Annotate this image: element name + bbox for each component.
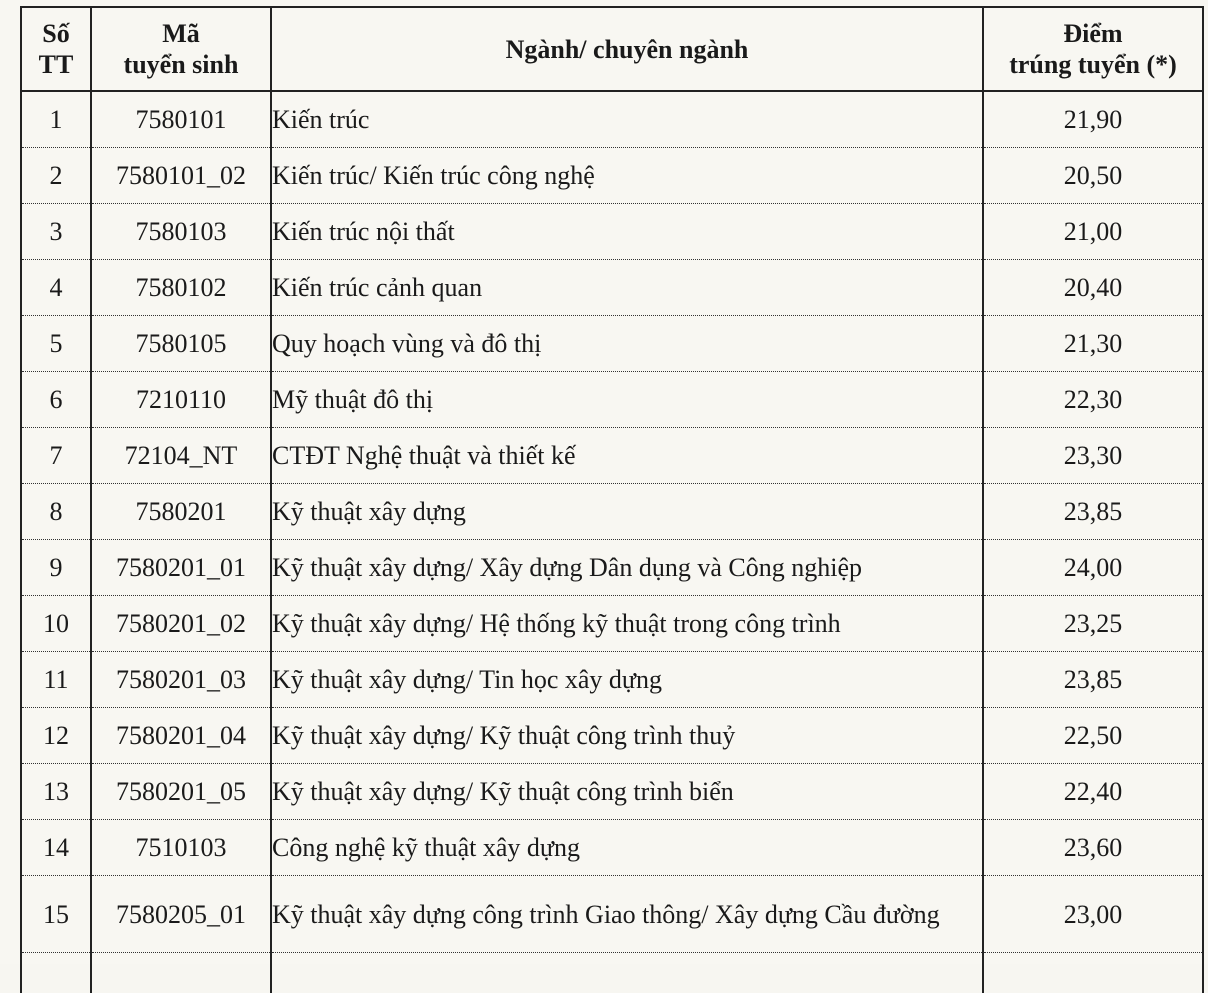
cell-name: Kỹ thuật xây dựng/ Tin học xây dựng <box>271 652 983 708</box>
table-body <box>21 91 1203 993</box>
cell-stt: 5 <box>21 316 91 372</box>
cell-score: 23,30 <box>983 428 1203 484</box>
cell-stt: 15 <box>21 876 91 953</box>
table-row <box>21 876 1203 953</box>
cell-stt: 1 <box>21 91 91 148</box>
header-score <box>983 7 1203 91</box>
cell-score: 20,50 <box>983 148 1203 204</box>
cell-code: 7580201_02 <box>91 596 271 652</box>
header-code <box>91 7 271 91</box>
cell-code: 72104_NT <box>91 428 271 484</box>
cell-name: Mỹ thuật đô thị <box>271 372 983 428</box>
cell-stt: 7 <box>21 428 91 484</box>
cell-name: Quy hoạch vùng và đô thị <box>271 316 983 372</box>
cell-empty <box>21 953 91 993</box>
cell-name: Kỹ thuật xây dựng <box>271 484 983 540</box>
cell-name: Kỹ thuật xây dựng/ Kỹ thuật công trình thuỷ <box>271 708 983 764</box>
cell-name: Kỹ thuật xây dựng/ Kỹ thuật công trình biển <box>271 764 983 820</box>
header-stt <box>21 7 91 91</box>
cell-score: 23,25 <box>983 596 1203 652</box>
header-stt-line1: Số <box>42 19 69 48</box>
cell-code: 7580201_05 <box>91 764 271 820</box>
table-row <box>21 652 1203 708</box>
cell-code: 7580205_01 <box>91 876 271 953</box>
admission-scores-table <box>20 6 1204 993</box>
cell-score: 22,30 <box>983 372 1203 428</box>
cell-stt: 13 <box>21 764 91 820</box>
cell-name: Kỹ thuật xây dựng công trình Giao thông/ Xây dựng Cầu đường <box>271 876 983 953</box>
table-row <box>21 596 1203 652</box>
cell-code: 7210110 <box>91 372 271 428</box>
cell-code: 7580201 <box>91 484 271 540</box>
cell-name: Kỹ thuật xây dựng/ Hệ thống kỹ thuật trong công trình <box>271 596 983 652</box>
cell-score: 23,85 <box>983 652 1203 708</box>
cell-code: 7580201_04 <box>91 708 271 764</box>
cell-score: 21,00 <box>983 204 1203 260</box>
header-row <box>21 7 1203 91</box>
cell-score: 22,50 <box>983 708 1203 764</box>
cell-empty <box>983 953 1203 993</box>
header-score-line2: trúng tuyển (*) <box>1009 50 1177 79</box>
cell-stt: 6 <box>21 372 91 428</box>
cell-stt: 4 <box>21 260 91 316</box>
cell-code: 7580101 <box>91 91 271 148</box>
cell-code: 7580105 <box>91 316 271 372</box>
table-row <box>21 540 1203 596</box>
header-score-line1: Điểm <box>1063 19 1122 48</box>
cell-empty <box>91 953 271 993</box>
cell-stt: 11 <box>21 652 91 708</box>
table-row-cut-off <box>21 953 1203 993</box>
table-row <box>21 204 1203 260</box>
table-row <box>21 91 1203 148</box>
cell-stt: 2 <box>21 148 91 204</box>
table-row <box>21 428 1203 484</box>
cell-stt: 14 <box>21 820 91 876</box>
cell-stt: 3 <box>21 204 91 260</box>
cell-code: 7580101_02 <box>91 148 271 204</box>
header-code-line1: Mã <box>162 19 200 48</box>
table-header <box>21 7 1203 91</box>
cell-name: Công nghệ kỹ thuật xây dựng <box>271 820 983 876</box>
table-row <box>21 372 1203 428</box>
cell-score: 23,60 <box>983 820 1203 876</box>
cell-score: 21,30 <box>983 316 1203 372</box>
cell-name: Kiến trúc/ Kiến trúc công nghệ <box>271 148 983 204</box>
table-row <box>21 820 1203 876</box>
table-row <box>21 260 1203 316</box>
header-name: Ngành/ chuyên ngành <box>271 7 983 91</box>
cell-stt: 8 <box>21 484 91 540</box>
cell-score: 22,40 <box>983 764 1203 820</box>
cell-score: 24,00 <box>983 540 1203 596</box>
cell-score: 23,85 <box>983 484 1203 540</box>
table-row <box>21 316 1203 372</box>
table-row <box>21 708 1203 764</box>
cell-stt: 10 <box>21 596 91 652</box>
cell-score: 23,00 <box>983 876 1203 953</box>
table-row <box>21 764 1203 820</box>
cell-code: 7580201_03 <box>91 652 271 708</box>
cell-name: CTĐT Nghệ thuật và thiết kế <box>271 428 983 484</box>
cell-empty <box>271 953 983 993</box>
cell-score: 21,90 <box>983 91 1203 148</box>
header-stt-line2: TT <box>39 50 74 79</box>
cell-name: Kỹ thuật xây dựng/ Xây dựng Dân dụng và Công nghiệp <box>271 540 983 596</box>
table-row <box>21 484 1203 540</box>
cell-code: 7580103 <box>91 204 271 260</box>
cell-code: 7510103 <box>91 820 271 876</box>
cell-stt: 9 <box>21 540 91 596</box>
cell-stt: 12 <box>21 708 91 764</box>
cell-score: 20,40 <box>983 260 1203 316</box>
cell-code: 7580201_01 <box>91 540 271 596</box>
cell-name: Kiến trúc cảnh quan <box>271 260 983 316</box>
cell-name: Kiến trúc <box>271 91 983 148</box>
cell-name: Kiến trúc nội thất <box>271 204 983 260</box>
header-code-line2: tuyển sinh <box>124 50 239 79</box>
table-row <box>21 148 1203 204</box>
cell-code: 7580102 <box>91 260 271 316</box>
